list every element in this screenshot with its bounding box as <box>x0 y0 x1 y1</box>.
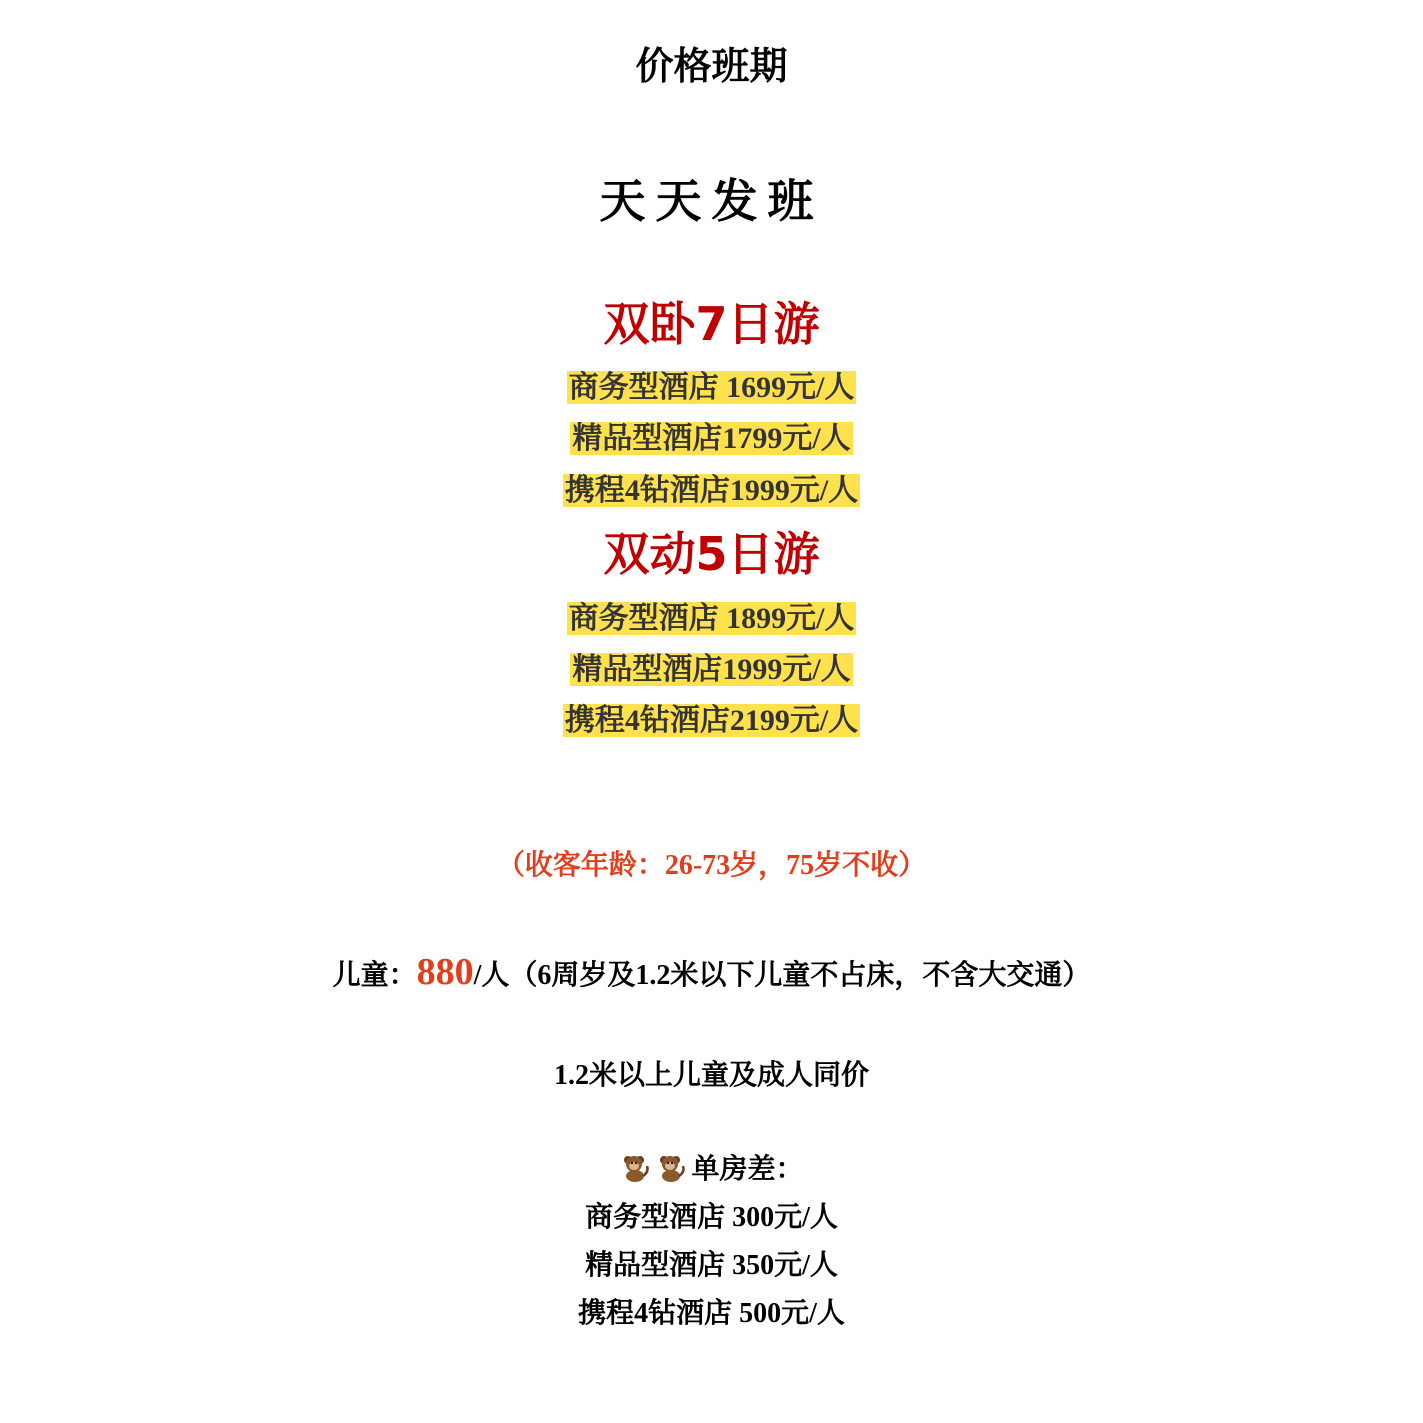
tour-title-train-5day: 双动5日游 <box>603 527 820 581</box>
single-room-item: 携程4钻酒店 500元/人 <box>578 1298 845 1329</box>
adult-price-note: 1.2米以上儿童及成人同价 <box>553 1060 869 1091</box>
price-item <box>0 601 1423 637</box>
monkey-icon <box>655 1152 687 1182</box>
single-room-item: 精品型酒店 350元/人 <box>585 1250 838 1281</box>
price-highlight: 精品型酒店1799元/人 <box>572 422 851 455</box>
price-item <box>0 703 1423 739</box>
price-highlight: 携程4钻酒店2199元/人 <box>564 704 859 737</box>
age-restriction-note: （收客年龄：26-73岁，75岁不收） <box>496 850 927 881</box>
schedule-heading: 天天发班 <box>599 174 824 228</box>
price-item <box>0 370 1423 406</box>
price-item <box>0 421 1423 457</box>
child-price: 880 <box>416 951 474 993</box>
price-item <box>0 652 1423 688</box>
price-item <box>0 473 1423 509</box>
section-title: 价格班期 <box>635 44 788 88</box>
tour-title-sleeper-7day: 双卧7日游 <box>603 297 820 351</box>
child-label: 儿童： <box>332 960 417 991</box>
price-highlight: 商务型酒店 1899元/人 <box>568 602 855 635</box>
monkey-icon <box>619 1152 651 1182</box>
child-price-line <box>0 950 1423 998</box>
price-highlight: 携程4钻酒店1999元/人 <box>564 474 859 507</box>
single-room-label: 单房差： <box>691 1154 804 1185</box>
single-room-item: 商务型酒店 300元/人 <box>585 1202 838 1233</box>
price-highlight: 商务型酒店 1699元/人 <box>568 371 855 404</box>
child-note: /人（6周岁及1.2米以下儿童不占床，不含大交通） <box>473 960 1091 991</box>
price-highlight: 精品型酒店1999元/人 <box>572 653 851 686</box>
single-room-header <box>0 1150 1423 1190</box>
